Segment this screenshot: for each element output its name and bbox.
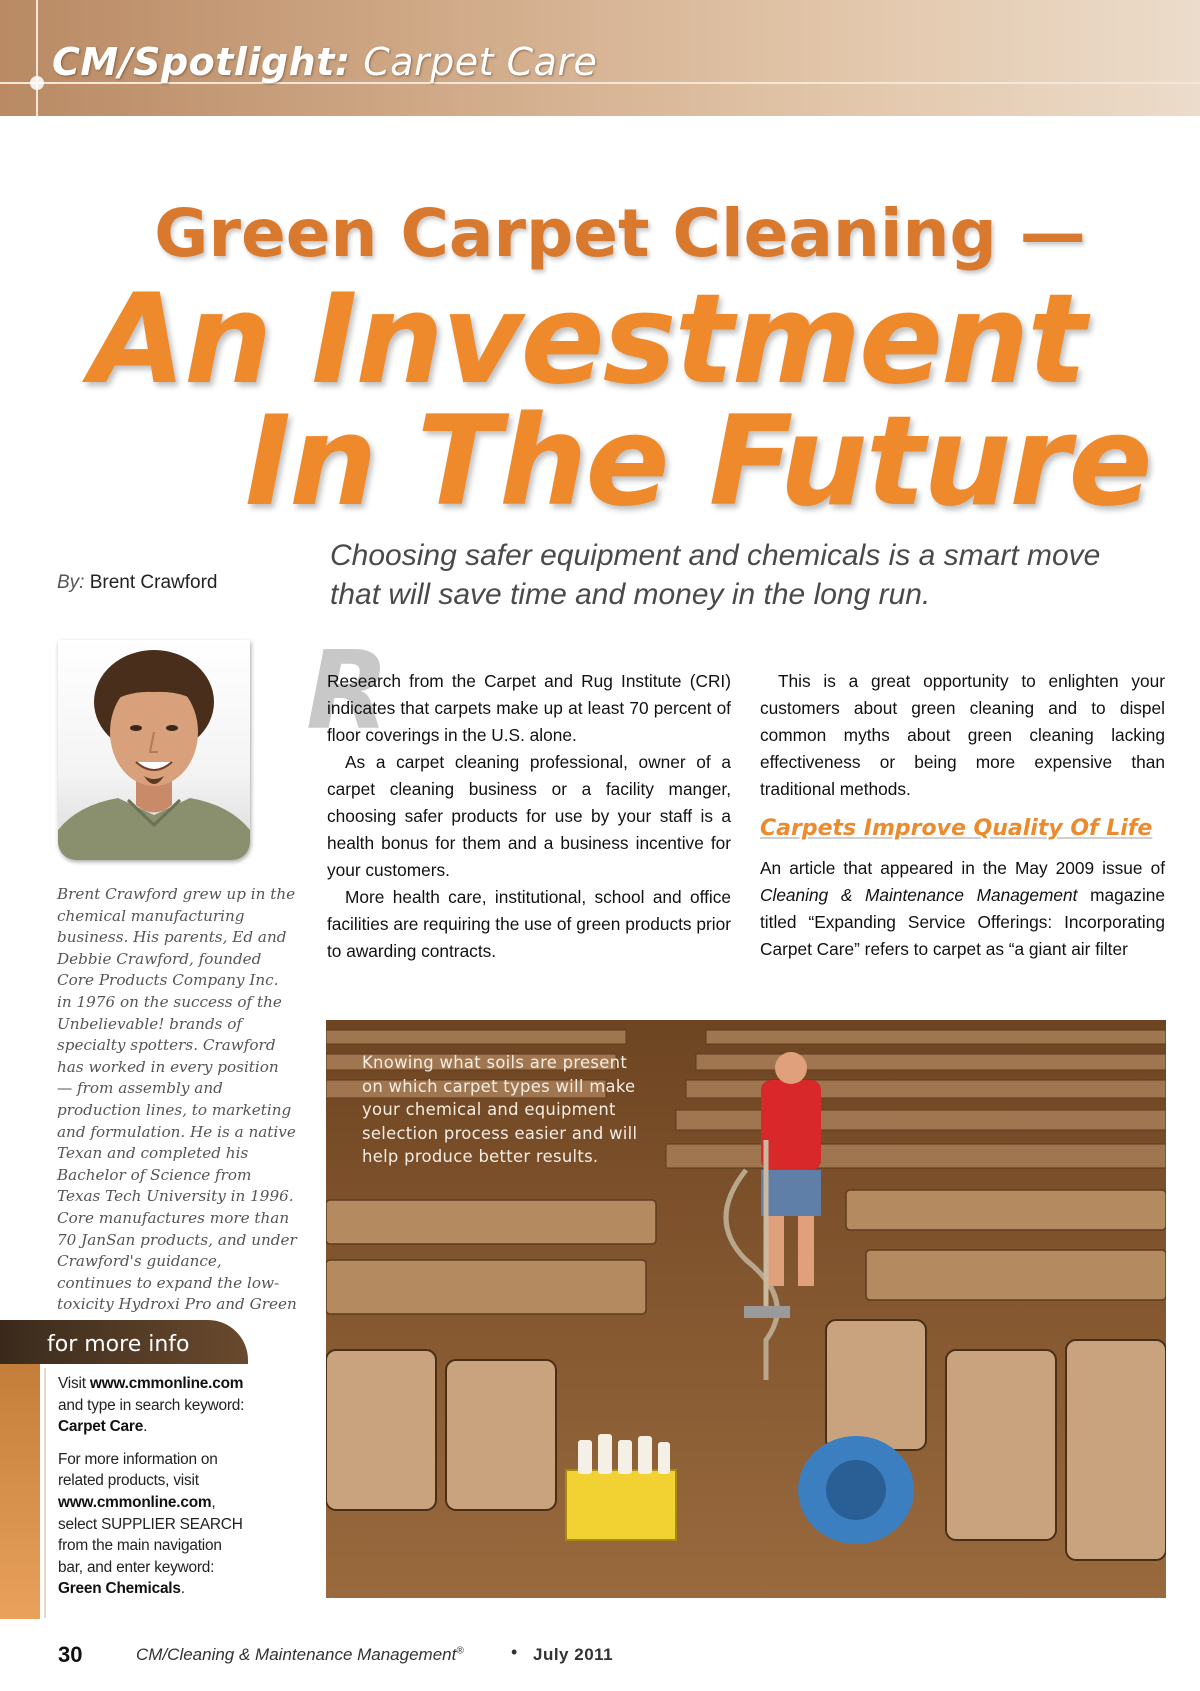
paragraph-text: magazine titled “Expanding Service Offerings: Incorporating Carpet Care” refers to carpet as “a giant air filter (760, 885, 1166, 959)
magazine-title: Cleaning & Maintenance Management (760, 885, 1078, 905)
author-bio: Brent Crawford grew up in the chemical manufacturing business. His parents, Ed and Debbie Crawford, founded Core Products Company Inc. in 1976 on the success of the Unbelievable! brands of specialty spotters. Crawford has worked in every position — from assembly and production lines, to marketing and formulation. He is a native Texan and completed his Bachelor of Science from Texas Tech University in 1996. Core manufactures more than 70 JanSan products, and under Crawford's guidance, continues to expand the low-toxicity Hydroxi Pro and Green (57, 885, 297, 1314)
page-number: 30 (58, 1642, 83, 1667)
article-column-1 (327, 668, 731, 965)
info-box-title: for more info (47, 1332, 190, 1357)
info-paragraph (58, 1373, 248, 1438)
info-paragraph (58, 1449, 248, 1600)
info-link-url[interactable]: www.cmmonline.com (58, 1493, 212, 1511)
drop-cap: R (306, 629, 390, 754)
article-title-line2: In The Future (245, 390, 1151, 534)
publication-name: CM/Cleaning & Maintenance Management (136, 1645, 457, 1664)
info-text: , select SUPPLIER SEARCH from the main navigation bar, and enter keyword: (58, 1493, 243, 1576)
info-keyword: Carpet Care (58, 1418, 144, 1436)
photo-caption: Knowing what soils are present on which carpet types will make your chemical and equipment selection process easier and will help produce better results. (362, 1053, 638, 1167)
byline-prefix: By: (57, 572, 85, 593)
info-box-accent-bar (0, 1364, 40, 1619)
info-box-rule (44, 1368, 46, 1618)
author-portrait-illustration (58, 640, 250, 860)
footer-separator: • (511, 1642, 518, 1662)
info-link-url[interactable]: www.cmmonline.com (89, 1375, 244, 1392)
footer-publication (136, 1645, 464, 1665)
section-title (52, 40, 597, 84)
byline (57, 572, 218, 594)
header-divider-vertical (36, 0, 38, 116)
footer-date: July 2011 (533, 1645, 614, 1664)
info-text: Visit (58, 1375, 90, 1392)
article-column-2 (760, 668, 1165, 963)
section-subhead: Carpets Improve Quality Of Life (760, 816, 1153, 841)
registered-mark: ® (456, 1645, 464, 1657)
info-text: For more information on related products, visit (58, 1450, 218, 1490)
info-keyword: Green Chemicals (58, 1580, 181, 1598)
paragraph: Research from the Carpet and Rug Institute (CRI) indicates that carpets make up at least 70 percent of floor coverings in the U.S. alone. (327, 671, 731, 745)
info-box-body (58, 1373, 248, 1611)
paragraph: This is a great opportunity to enlighten your customers about green cleaning and to dispel common myths about green cleaning lacking effectiveness or being more expensive than traditional methods. (760, 671, 1165, 799)
info-text: and type in search keyword: (58, 1396, 245, 1414)
article-deck: Choosing safer equipment and chemicals is a smart move that will save time and money in the long run. (330, 539, 1101, 611)
paragraph: More health care, institutional, school and office facilities are requiring the use of green products prior to awarding contracts. (327, 887, 731, 961)
byline-author: Brent Crawford (89, 572, 218, 593)
info-text: . (180, 1580, 185, 1598)
paragraph-text: An article that appeared in the May 2009 issue of (760, 858, 1165, 878)
article-kicker-title: Green Carpet Cleaning — (154, 195, 1086, 272)
author-photo (58, 640, 250, 860)
article-title-line1: An Investment (90, 268, 1085, 412)
paragraph (760, 855, 1165, 963)
section-title-strong: CM/Spotlight: (52, 40, 351, 84)
section-title-light: Carpet Care (363, 40, 598, 84)
header-crosshair-dot (30, 76, 44, 90)
paragraph: As a carpet cleaning professional, owner of a carpet cleaning business or a facility manger, choosing safer products for use by your staff is a health bonus for them and a business incentive for your customers. (327, 752, 731, 880)
info-text: . (143, 1418, 148, 1436)
